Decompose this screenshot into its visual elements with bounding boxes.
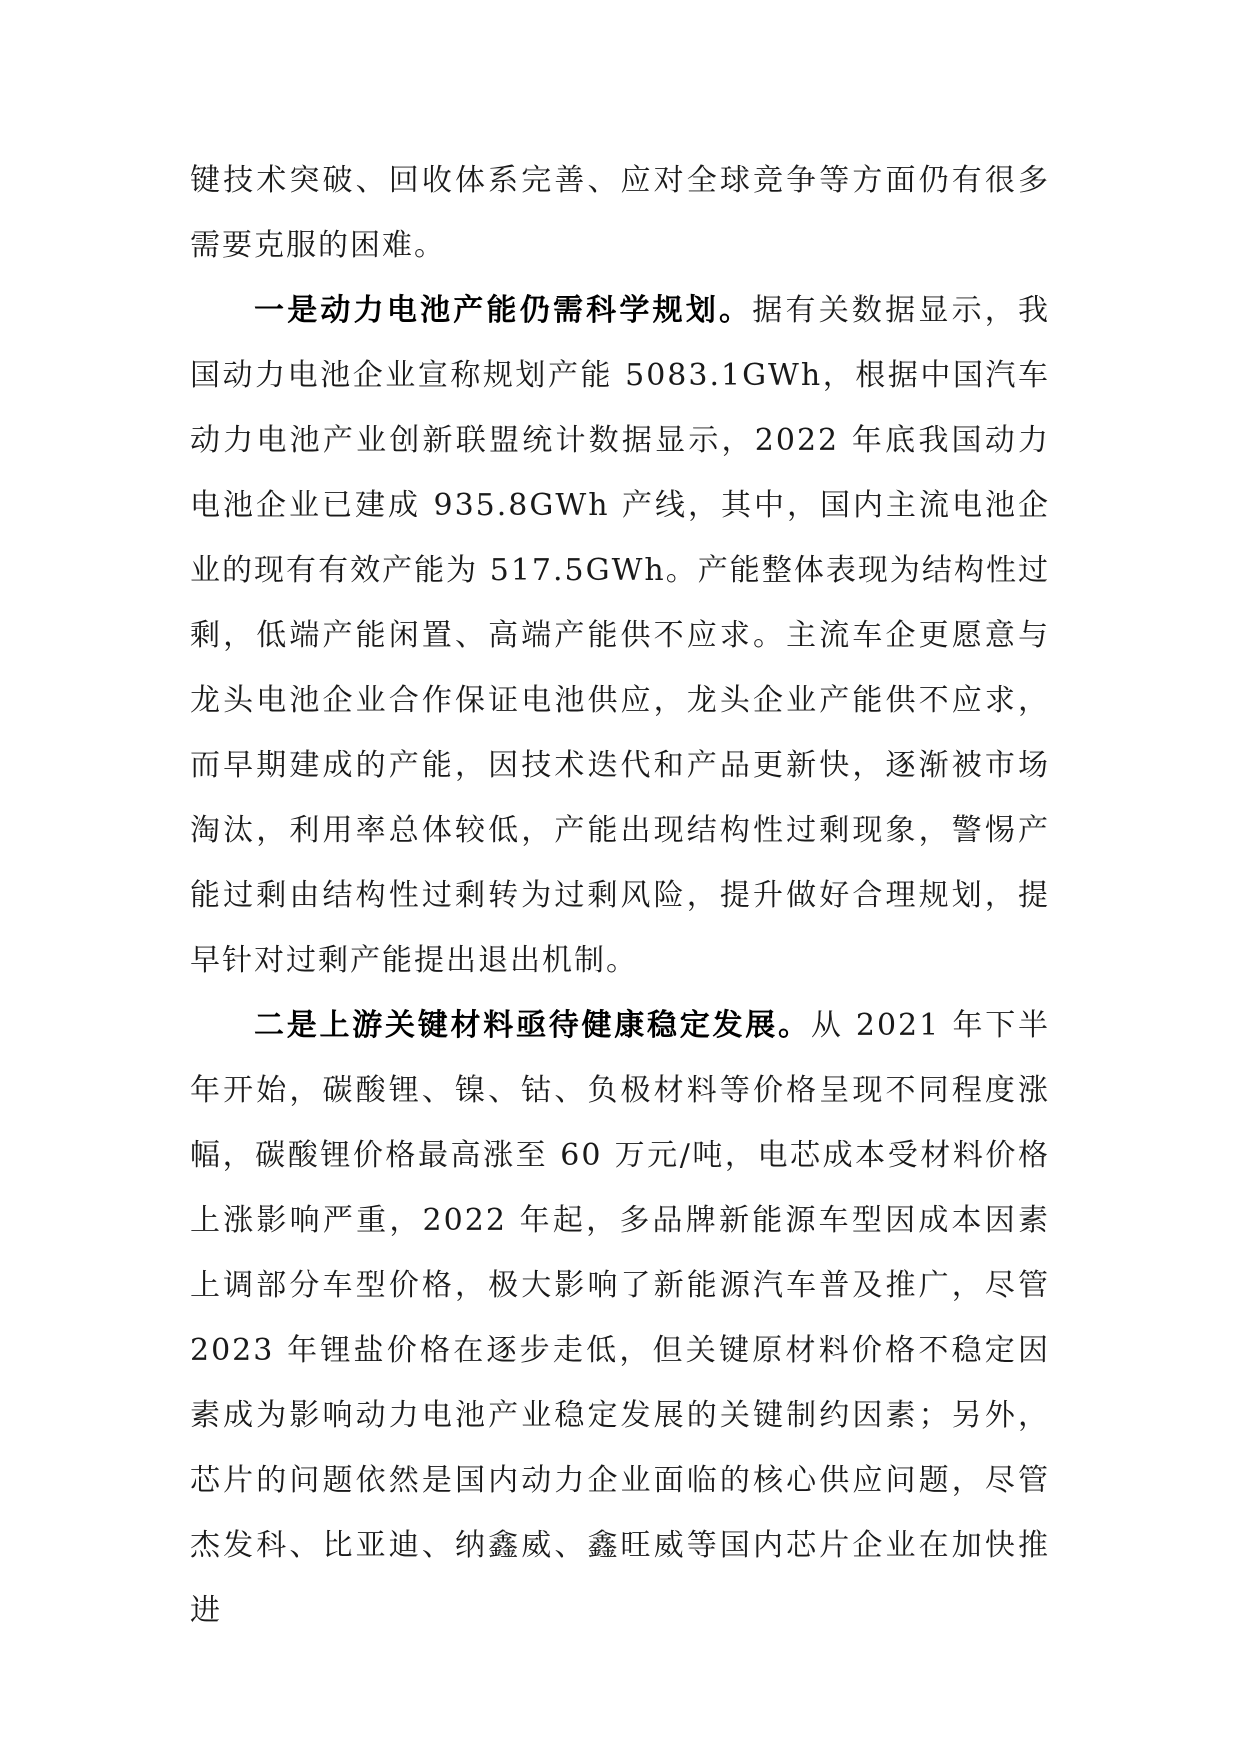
document-body xyxy=(190,148,1050,1643)
paragraph-battery-capacity xyxy=(190,278,1050,993)
paragraph-heading: 一是动力电池产能仍需科学规划。 xyxy=(254,293,753,328)
paragraph-heading: 二是上游关键材料亟待健康稳定发展。 xyxy=(254,1008,811,1043)
paragraph-upstream-materials xyxy=(190,993,1050,1643)
paragraph-continuation xyxy=(190,148,1050,278)
paragraph-text: 据有关数据显示，我国动力电池企业宣称规划产能 5083.1GWh，根据中国汽车动力电池产业创新联盟统计数据显示，2022 年底我国动力电池企业已建成 935.8GWh 产线，其中，国内主流电池企业的现有有效产能为 517.5GWh。产能整体表现为结构性过剩，低端产能闲置、高端产能供不应求。主流车企更愿意与龙头电池企业合作保证电池供应，龙头企业产能供不应求，而早期建成的产能，因技术迭代和产品更新快，逐渐被市场淘汰，利用率总体较低，产能出现结构性过剩现象，警惕产能过剩由结构性过剩转为过剩风险，提升做好合理规划，提早针对过剩产能提出退出机制。 xyxy=(190,293,1051,978)
paragraph-text: 从 2021 年下半年开始，碳酸锂、镍、钴、负极材料等价格呈现不同程度涨幅，碳酸锂价格最高涨至 60 万元/吨，电芯成本受材料价格上涨影响严重，2022 年起，多品牌新能源车型因成本因素上调部分车型价格，极大影响了新能源汽车普及推广，尽管 2023 年锂盐价格在逐步走低，但关键原材料价格不稳定因素成为影响动力电池产业稳定发展的关键制约因素；另外，芯片的问题依然是国内动力企业面临的核心供应问题，尽管杰发科、比亚迪、纳鑫威、鑫旺威等国内芯片企业在加快推进 xyxy=(190,1008,1051,1628)
paragraph-text: 键技术突破、回收体系完善、应对全球竞争等方面仍有很多需要克服的困难。 xyxy=(190,163,1050,263)
